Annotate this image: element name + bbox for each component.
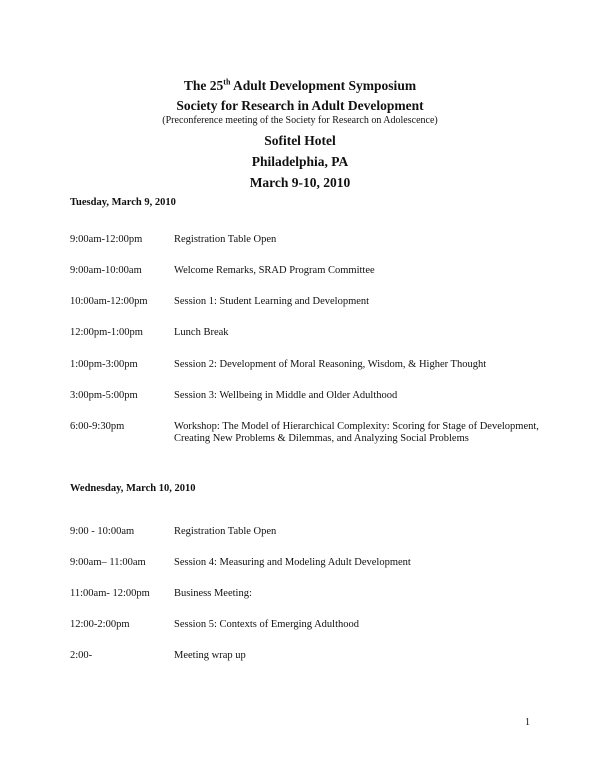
session-event: Business Meeting: <box>174 588 252 599</box>
title-suffix: Adult Development Symposium <box>230 78 417 93</box>
session-time: 10:00am-12:00pm <box>70 296 148 307</box>
city: Philadelphia, PA <box>251 154 349 169</box>
preconference-note: (Preconference meeting of the Society for Research on Adolescence) <box>162 115 438 126</box>
session-time: 3:00pm-5:00pm <box>70 390 138 401</box>
session-event: Session 4: Measuring and Modeling Adult Development <box>174 557 411 568</box>
session-time: 11:00am- 12:00pm <box>70 588 150 599</box>
day-heading-wednesday: Wednesday, March 10, 2010 <box>70 483 196 494</box>
session-event: Workshop: The Model of Hierarchical Complexity: Scoring for Stage of Development, Creating New Problems & Dilemmas, and Analyzing Social Problems <box>174 421 539 444</box>
page-number: 1 <box>525 717 530 728</box>
symposium-title <box>0 78 600 94</box>
session-time: 2:00- <box>70 650 93 661</box>
society-name: Society for Research in Adult Development <box>176 98 424 113</box>
session-event: Session 3: Wellbeing in Middle and Older Adulthood <box>174 390 398 401</box>
session-event: Registration Table Open <box>174 526 277 537</box>
session-time: 9:00 - 10:00am <box>70 526 135 537</box>
session-event: Registration Table Open <box>174 234 277 245</box>
session-event: Session 1: Student Learning and Development <box>174 296 370 307</box>
title-ordinal-suffix: th <box>223 77 231 87</box>
venue: Sofitel Hotel <box>264 133 336 148</box>
session-time: 9:00am-12:00pm <box>70 234 143 245</box>
session-event: Session 2: Development of Moral Reasoning, Wisdom, & Higher Thought <box>174 359 487 370</box>
session-event: Session 5: Contexts of Emerging Adulthood <box>174 619 360 630</box>
session-time: 12:00pm-1:00pm <box>70 327 143 338</box>
session-time: 9:00am-10:00am <box>70 265 142 276</box>
session-event: Welcome Remarks, SRAD Program Committee <box>174 265 375 276</box>
day-heading-tuesday: Tuesday, March 9, 2010 <box>70 197 176 208</box>
session-time: 9:00am– 11:00am <box>70 557 146 568</box>
session-time: 1:00pm-3:00pm <box>70 359 138 370</box>
session-event: Meeting wrap up <box>174 650 246 661</box>
event-dates: March 9-10, 2010 <box>249 175 351 190</box>
session-time: 6:00-9:30pm <box>70 421 125 432</box>
session-event: Lunch Break <box>174 327 229 338</box>
title-prefix: The 25 <box>183 78 224 93</box>
session-time: 12:00-2:00pm <box>70 619 130 630</box>
